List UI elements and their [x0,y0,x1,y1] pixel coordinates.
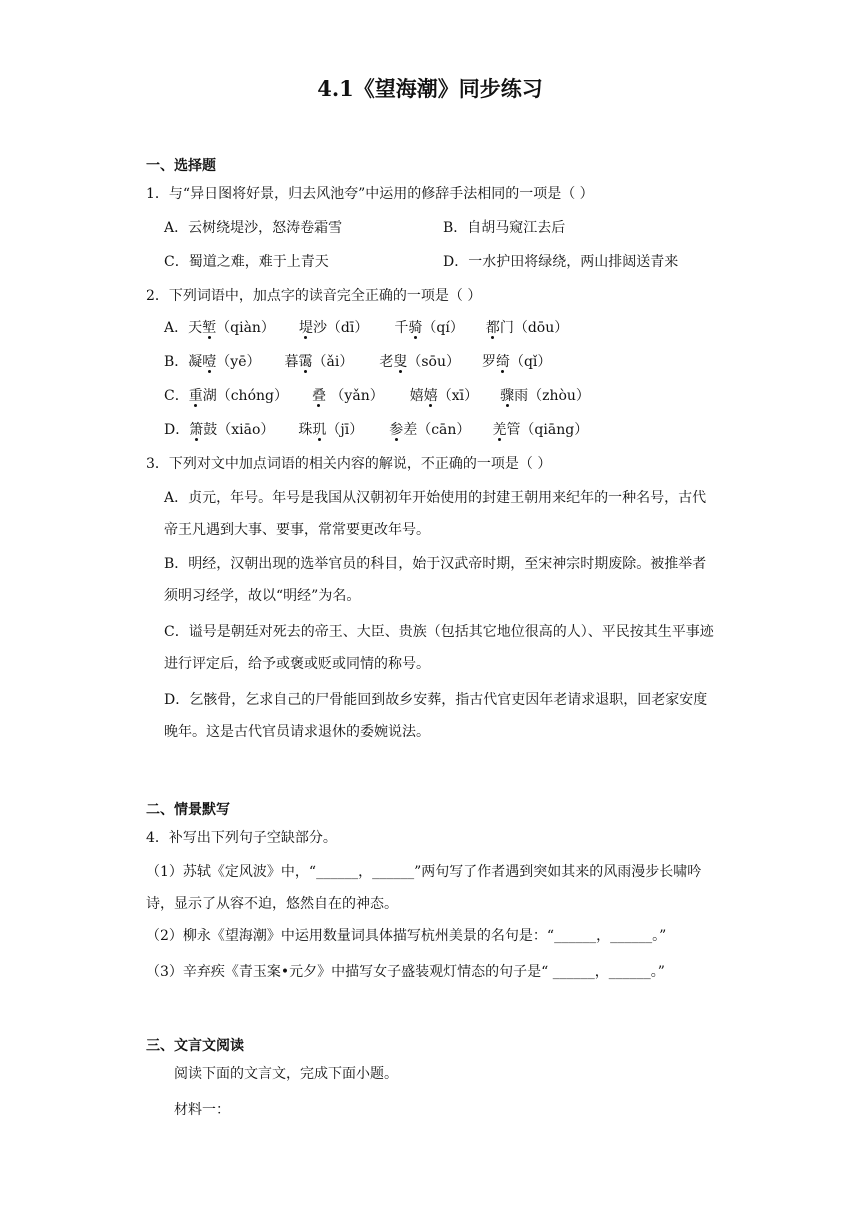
question-1-option-a: A．云树绕堤沙，怒涛卷霜雪 [164,220,343,236]
pinyin-word: 罗绮（qǐ） [481,354,552,370]
question-2-option-b: B．凝噎（yē） 暮霭（ǎi） 老叟（sōu） 罗绮（qǐ） [164,354,552,370]
question-4-stem: 4．补写出下列句子空缺部分。 [146,830,337,846]
dotted-character: 霭 [298,354,313,370]
pinyin-word: 天堑（qiàn） [188,320,275,336]
pinyin-word: 珠玑（jī） [298,422,364,438]
question-4-part-3: （3）辛弃疾《青玉案•元夕》中描写女子盛装观灯情态的句子是“ ______，______。” [146,964,665,980]
dotted-character: 都 [485,320,500,336]
dotted-character: 羌 [492,422,507,438]
pinyin-word: 箫鼓（xiāo） [189,422,275,438]
question-3-option-c: C．谥号是朝廷对死去的帝王、大臣、贵族（包括其它地位很高的人）、平民按其生平事迹进行评定后，给予或褒或贬或同情的称号。 [164,624,714,672]
page-title: 4.1《望海潮》同步练习 [317,76,543,101]
reading-intro: 阅读下面的文言文，完成下面小题。 [174,1066,398,1082]
pinyin-word: 堤沙（dī） [298,320,369,336]
question-3-option-b: B．明经，汉朝出现的选举官员的科目，始于汉武帝时期，至宋神宗时期废除。被推举者须明习经学，故以“明经”为名。 [164,556,707,604]
dotted-character: 堑 [202,320,217,336]
question-3-option-a: A．贞元，年号。年号是我国从汉朝初年开始使用的封建王朝用来纪年的一种名号，古代帝王凡遇到大事、要事，常常要更改年号。 [164,490,707,538]
material-label: 材料一： [174,1102,230,1118]
section-heading-reading: 三、文言文阅读 [146,1038,244,1054]
question-2-option-a: A．天堑（qiàn） 堤沙（dī） 千骑（qí） 都门（dōu） [164,320,569,336]
pinyin-word: 叠 （yǎn） [311,388,384,404]
question-2-option-d: D．箫鼓（xiāo） 珠玑（jī） 参差（cān） 羌管（qiāng） [164,422,589,438]
dotted-character: 嬉 [423,388,438,404]
question-1-option-c: C．蜀道之难，难于上青天 [164,254,329,270]
pinyin-word: 老叟（sōu） [379,354,460,370]
pinyin-word: 骤雨（zhòu） [500,388,590,404]
dotted-character: 叠 [311,388,326,404]
section-heading-dictation: 二、情景默写 [146,802,230,818]
question-4-part-1: （1）苏轼《定风波》中，“______，______”两句写了作者遇到突如其来的风雨漫步长啸吟诗，显示了从容不迫，悠然自在的神态。 [146,864,702,912]
question-1-stem: 1．与“异日图将好景，归去风池夸”中运用的修辞手法相同的一项是（ ） [146,186,594,202]
dotted-character: 叟 [393,354,408,370]
dotted-character: 堤 [298,320,313,336]
dotted-character: 绮 [495,354,510,370]
pinyin-word: 暮霭（ǎi） [284,354,354,370]
pinyin-word: 羌管（qiāng） [492,422,589,438]
pinyin-word: 参差（cān） [389,422,471,438]
dotted-character: 骤 [500,388,515,404]
pinyin-word: 千骑（qí） [394,320,464,336]
question-2-option-c: C．重湖（chóng） 叠 （yǎn） 嬉嬉（xī） 骤雨（zhòu） [164,388,590,404]
dotted-character: 重 [188,388,203,404]
dotted-character: 玑 [312,422,327,438]
question-3-option-d: D．乞骸骨，乞求自己的尸骨能回到故乡安葬，指古代官吏因年老请求退职，回老家安度晚年。这是古代官员请求退休的委婉说法。 [164,692,708,740]
question-2-stem: 2．下列词语中，加点字的读音完全正确的一项是（ ） [146,288,482,304]
dotted-character: 骑 [408,320,423,336]
question-3-stem: 3．下列对文中加点词语的相关内容的解说，不正确的一项是（ ） [146,456,552,472]
dotted-character: 箫 [189,422,204,438]
dotted-character: 参 [389,422,404,438]
pinyin-word: 重湖（chóng） [188,388,288,404]
pinyin-word: 都门（dōu） [485,320,569,336]
pinyin-word: 嬉嬉（xī） [409,388,479,404]
question-4-part-2: （2）柳永《望海潮》中运用数量词具体描写杭州美景的名句是：“______，______。” [146,928,667,944]
pinyin-word: 凝噎（yē） [188,354,261,370]
dotted-character: 噎 [202,354,217,370]
question-1-option-d: D．一水护田将绿绕，两山排闼送青来 [443,254,679,270]
section-heading-choice: 一、选择题 [146,158,216,174]
question-1-option-b: B．自胡马窥江去后 [443,220,566,236]
